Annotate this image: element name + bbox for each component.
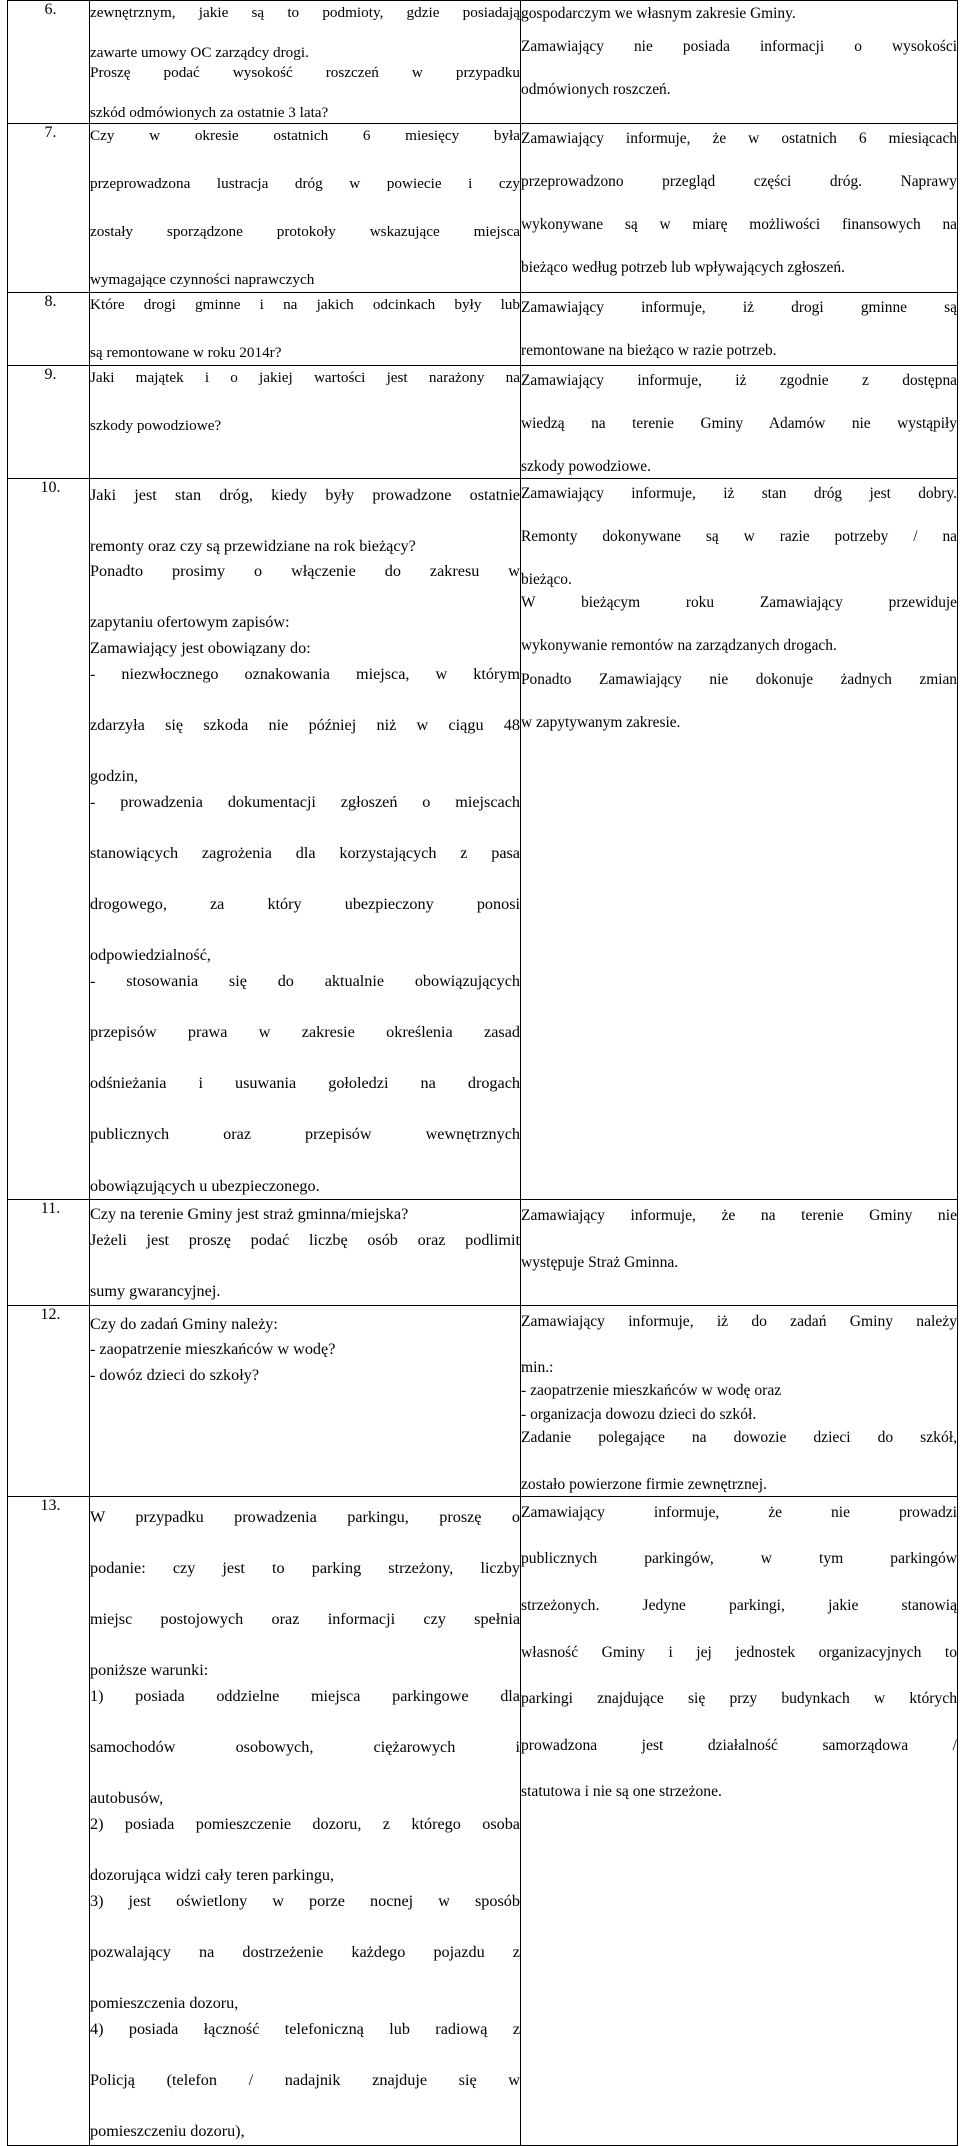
answer-cell bbox=[521, 1496, 958, 2145]
answer-line: odmówionych roszczeń. bbox=[521, 80, 671, 98]
question-cell bbox=[90, 1200, 521, 1305]
answer-line: Remonty dokonywane są w razie potrzeby / na bbox=[521, 527, 957, 545]
answer-line: strzeżonych. Jedyne parkingi, jakie stanowią bbox=[521, 1597, 957, 1615]
question-line: pomieszczeniu dozoru), bbox=[90, 2122, 245, 2141]
answer-line: Zamawiający nie posiada informacji o wysokości bbox=[521, 37, 957, 55]
table-row bbox=[8, 366, 958, 479]
question-line: godzin, bbox=[90, 767, 139, 786]
question-line: Jaki jest stan dróg, kiedy były prowadzone ostatnie bbox=[90, 485, 520, 504]
table-row bbox=[8, 293, 958, 366]
answer-line: bieżąco według potrzeb lub wpływających zgłoszeń. bbox=[521, 259, 845, 276]
row-number: 10. bbox=[8, 478, 90, 1200]
table-row bbox=[8, 1496, 958, 2145]
row-number: 11. bbox=[8, 1200, 90, 1305]
row-number: 8. bbox=[8, 293, 90, 366]
question-line: publicznych oraz przepisów wewnętrznych bbox=[90, 1125, 520, 1144]
question-line: Zamawiający jest obowiązany do: bbox=[90, 639, 311, 658]
question-line: szkody powodziowe? bbox=[90, 417, 222, 434]
question-line: 2) posiada pomieszczenie dozoru, z którego osoba bbox=[90, 1815, 520, 1833]
answer-line: remontowane na bieżąco w razie potrzeb. bbox=[521, 342, 777, 359]
question-line: autobusów, bbox=[90, 1789, 164, 1808]
question-line: obowiązujących u ubezpieczonego. bbox=[90, 1176, 320, 1195]
question-line: miejsc postojowych oraz informacji czy spełnia bbox=[90, 1610, 520, 1629]
answer-line: publicznych parkingów, w tym parkingów bbox=[521, 1550, 957, 1568]
qa-table bbox=[7, 0, 958, 2146]
answer-line: w zapytywanym zakresie. bbox=[521, 713, 681, 731]
question-line: przepisów prawa w zakresie określenia zasad bbox=[90, 1022, 520, 1041]
answer-cell bbox=[521, 293, 958, 366]
answer-cell bbox=[521, 478, 958, 1200]
table-row bbox=[8, 124, 958, 293]
answer-line: - organizacja dowozu dzieci do szkół. bbox=[521, 1405, 757, 1423]
question-line: W przypadku prowadzenia parkingu, proszę o bbox=[90, 1507, 520, 1526]
question-line: zewnętrznym, jakie są to podmioty, gdzie posiadają bbox=[90, 4, 520, 21]
answer-line: - zaopatrzenie mieszkańców w wodę oraz bbox=[521, 1382, 782, 1400]
question-line: Jaki majątek i o jakiej wartości jest narażony na bbox=[90, 369, 520, 386]
question-line: zdarzyła się szkoda nie później niż w ciągu 48 bbox=[90, 715, 520, 734]
question-line: są remontowane w roku 2014r? bbox=[90, 344, 282, 361]
answer-line: Zamawiający informuje, iż zgodnie z dostępna bbox=[521, 372, 957, 389]
table-row bbox=[8, 1200, 958, 1305]
answer-line: Ponadto Zamawiający nie dokonuje żadnych zmian bbox=[521, 670, 957, 688]
question-line: remonty oraz czy są przewidziane na rok bieżący? bbox=[90, 536, 416, 555]
question-line: 1) posiada oddzielne miejsca parkingowe dla bbox=[90, 1687, 520, 1706]
answer-line: bieżąco. bbox=[521, 570, 572, 588]
question-line: odpowiedzialność, bbox=[90, 946, 211, 965]
answer-line: Zamawiający informuje, iż do zadań Gminy należy bbox=[521, 1312, 957, 1330]
answer-cell bbox=[521, 124, 958, 293]
question-line: pozwalający na dostrzeżenie każdego pojazdu z bbox=[90, 1942, 520, 1961]
answer-line: przeprowadzono przegląd części dróg. Naprawy bbox=[521, 173, 957, 190]
answer-line: wykonywane są w miarę możliwości finansowych na bbox=[521, 216, 957, 233]
answer-line: zostało powierzone firmie zewnętrznej. bbox=[521, 1475, 767, 1493]
question-line: zostały sporządzone protokoły wskazujące miejsca bbox=[90, 223, 520, 240]
question-line: stanowiących zagrożenia dla korzystających z pasa bbox=[90, 843, 520, 862]
answer-line: wykonywanie remontów na zarządzanych drogach. bbox=[521, 637, 837, 654]
question-line: samochodów osobowych, ciężarowych i bbox=[90, 1738, 520, 1757]
question-line: Które drogi gminne i na jakich odcinkach były lub bbox=[90, 296, 520, 313]
question-line: - niezwłocznego oznakowania miejsca, w którym bbox=[90, 664, 520, 683]
answer-line: szkody powodziowe. bbox=[521, 458, 651, 475]
answer-line: Zamawiający informuje, że nie prowadzi bbox=[521, 1503, 957, 1521]
question-line: Policją (telefon / nadajnik znajduje się w bbox=[90, 2070, 520, 2089]
answer-line: Zamawiający informuje, że w ostatnich 6 miesiącach bbox=[521, 130, 957, 147]
question-cell bbox=[90, 293, 521, 366]
question-line: 4) posiada łączność telefoniczną lub radiową z bbox=[90, 2019, 520, 2038]
answer-line: statutowa i nie są one strzeżone. bbox=[521, 1783, 722, 1801]
answer-line: min.: bbox=[521, 1359, 554, 1377]
question-line: Ponadto prosimy o włączenie do zakresu w bbox=[90, 562, 520, 581]
table-row bbox=[8, 1, 958, 124]
question-cell bbox=[90, 124, 521, 293]
answer-line: parkingi znajdujące się przy budynkach w których bbox=[521, 1690, 957, 1708]
answer-line: wiedzą na terenie Gminy Adamów nie wystąpiły bbox=[521, 415, 957, 432]
row-number: 7. bbox=[8, 124, 90, 293]
table-row bbox=[8, 1305, 958, 1496]
question-cell bbox=[90, 366, 521, 479]
answer-line: W bieżącym roku Zamawiający przewiduje bbox=[521, 594, 957, 611]
question-line: - prowadzenia dokumentacji zgłoszeń o miejscach bbox=[90, 792, 520, 811]
question-line: Czy w okresie ostatnich 6 miesięcy była bbox=[90, 127, 520, 144]
question-line: wymagające czynności naprawczych bbox=[90, 271, 315, 288]
answer-line: występuje Straż Gminna. bbox=[521, 1253, 679, 1271]
question-line: Jeżeli jest proszę podać liczbę osób oraz podlimit bbox=[90, 1230, 520, 1249]
answer-line: Zamawiający informuje, że na terenie Gminy nie bbox=[521, 1207, 957, 1225]
question-line: przeprowadzona lustracja dróg w powiecie i czy bbox=[90, 175, 520, 192]
question-cell bbox=[90, 1496, 521, 2145]
question-cell bbox=[90, 1, 521, 124]
question-line: - dowóz dzieci do szkoły? bbox=[90, 1365, 260, 1384]
question-line: szkód odmówionych za ostatnie 3 lata? bbox=[90, 104, 329, 121]
table-row bbox=[8, 478, 958, 1200]
question-line: sumy gwarancyjnej. bbox=[90, 1281, 221, 1300]
answer-cell bbox=[521, 1200, 958, 1305]
answer-line: Zamawiający informuje, iż drogi gminne są bbox=[521, 299, 957, 316]
question-line: dozorująca widzi cały teren parkingu, bbox=[90, 1866, 335, 1885]
answer-line: Zamawiający informuje, iż stan dróg jest dobry. bbox=[521, 484, 957, 502]
question-line: - stosowania się do aktualnie obowiązujących bbox=[90, 971, 520, 990]
question-line: zapytaniu ofertowym zapisów: bbox=[90, 613, 290, 632]
answer-cell bbox=[521, 1305, 958, 1496]
question-line: Czy na terenie Gminy jest straż gminna/miejska? bbox=[90, 1205, 409, 1224]
row-number: 6. bbox=[8, 1, 90, 124]
question-line: podanie: czy jest to parking strzeżony, liczby bbox=[90, 1559, 520, 1578]
row-number: 13. bbox=[8, 1496, 90, 2145]
question-line: drogowego, za który ubezpieczony ponosi bbox=[90, 895, 520, 913]
question-line: poniższe warunki: bbox=[90, 1661, 209, 1680]
question-cell bbox=[90, 1305, 521, 1496]
answer-line: Zadanie polegające na dowozie dzieci do szkół, bbox=[521, 1428, 957, 1446]
question-line: zawarte umowy OC zarządcy drogi. bbox=[90, 44, 309, 61]
question-line: Czy do zadań Gminy należy: bbox=[90, 1314, 278, 1333]
answer-cell bbox=[521, 1, 958, 124]
question-line: pomieszczenia dozoru, bbox=[90, 1994, 239, 2013]
question-line: odśnieżania i usuwania gołoledzi na drogach bbox=[90, 1074, 520, 1093]
answer-line: własność Gminy i jej jednostek organizacyjnych to bbox=[521, 1643, 957, 1661]
answer-line: prowadzona jest działalność samorządowa / bbox=[521, 1736, 957, 1754]
question-line: 3) jest oświetlony w porze nocnej w sposób bbox=[90, 1891, 520, 1910]
question-line: - zaopatrzenie mieszkańców w wodę? bbox=[90, 1340, 336, 1359]
row-number: 9. bbox=[8, 366, 90, 479]
question-line: Proszę podać wysokość roszczeń w przypadku bbox=[90, 64, 520, 81]
row-number: 12. bbox=[8, 1305, 90, 1496]
answer-line: gospodarczym we własnym zakresie Gminy. bbox=[521, 5, 796, 22]
answer-cell bbox=[521, 366, 958, 479]
question-cell bbox=[90, 478, 521, 1200]
